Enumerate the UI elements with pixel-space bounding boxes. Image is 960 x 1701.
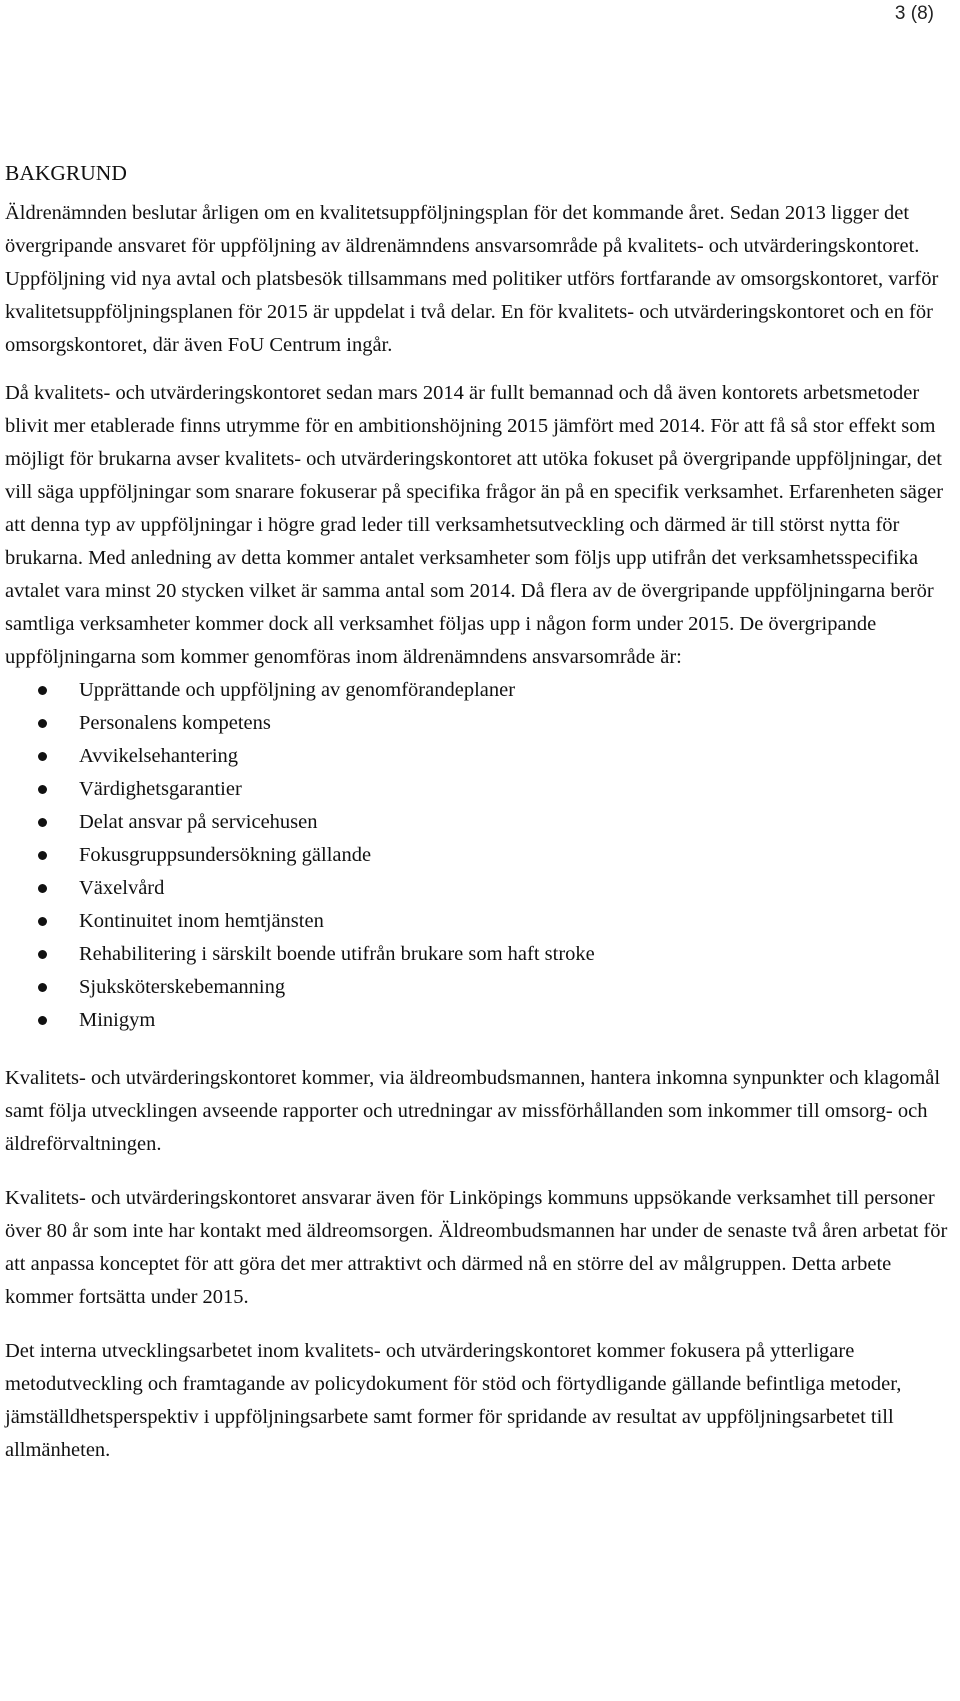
- list-item: Personalens kompetens: [5, 707, 957, 740]
- bullet-icon: [38, 950, 47, 959]
- list-item: Växelvård: [5, 872, 957, 905]
- bullet-icon: [38, 686, 47, 695]
- paragraph-internal-development: Det interna utvecklingsarbetet inom kvalitets- och utvärderingskontoret kommer fokusera på ytterligare metodutveckling och framtagande av policydokument för stöd och förtydligande gällande befintliga metoder, jämställdhetsperspektiv i uppföljningsarbete samt former för spridande av resultat av uppföljningsarbetet till allmänheten.: [5, 1340, 902, 1461]
- list-item: Rehabilitering i särskilt boende utifrån brukare som haft stroke: [5, 938, 957, 971]
- list-item: Delat ansvar på servicehusen: [5, 806, 957, 839]
- bullet-icon: [38, 983, 47, 992]
- paragraph-ambition: Då kvalitets- och utvärderingskontoret sedan mars 2014 är fullt bemannad och då även kontorets arbetsmetoder blivit mer etablerade finns utrymme för en ambitionshöjning 2015 jämfört med 2014. För att få så stor effekt som möjligt för brukarna avser kvalitets- och utvärderingskontoret att utöka fokuset på övergripande uppföljningar, det vill säga uppföljningar som snarare fokuserar på specifika frågor än på en specifik verksamhet. Erfarenheten säger att denna typ av uppföljningar i högre grad leder till verksamhetsutveckling och därmed är till störst nytta för brukarna. Med anledning av detta kommer antalet verksamheter som följs upp utifrån det verksamhetsspecifika avtalet vara minst 20 stycken vilket är samma antal som 2014. Då flera av de övergripande uppföljningarna berör samtliga verksamheter kommer dock all verksamhet följas upp i någon form under 2015. De övergripande uppföljningarna som kommer genomföras inom äldrenämndens ansvarsområde är:: [5, 382, 944, 668]
- bullet-icon: [38, 1016, 47, 1025]
- list-item: Kontinuitet inom hemtjänsten: [5, 905, 957, 938]
- bullet-icon: [38, 884, 47, 893]
- paragraph-complaints: Kvalitets- och utvärderingskontoret kommer, via äldreombudsmannen, hantera inkomna synpunkter och klagomål samt följa utvecklingen avseende rapporter och utredningar av missförhållanden som inkommer till omsorg- och äldreförvaltningen.: [5, 1067, 941, 1155]
- list-item: Sjuksköterskebemanning: [5, 971, 957, 1004]
- list-item: Avvikelsehantering: [5, 740, 957, 773]
- followup-list: [5, 674, 957, 1037]
- document-body: [5, 157, 957, 1467]
- list-item: Värdighetsgarantier: [5, 773, 957, 806]
- list-item: Upprättande och uppföljning av genomförandeplaner: [5, 674, 957, 707]
- list-item: Fokusgruppsundersökning gällande: [5, 839, 957, 872]
- bullet-icon: [38, 851, 47, 860]
- list-item: Minigym: [5, 1004, 957, 1037]
- bullet-icon: [38, 917, 47, 926]
- bullet-icon: [38, 785, 47, 794]
- bullet-icon: [38, 818, 47, 827]
- section-heading: BAKGRUND: [5, 161, 127, 185]
- paragraph-outreach: Kvalitets- och utvärderingskontoret ansvarar även för Linköpings kommuns uppsökande verksamhet till personer över 80 år som inte har kontakt med äldreomsorgen. Äldreombudsmannen har under de senaste två åren arbetat för att anpassa konceptet för att göra det mer attraktivt och därmed nå en större del av målgruppen. Detta arbete kommer fortsätta under 2015.: [5, 1187, 948, 1308]
- bullet-icon: [38, 719, 47, 728]
- page-number: 3 (8): [894, 3, 934, 24]
- bullet-icon: [38, 752, 47, 761]
- paragraph-intro: Äldrenämnden beslutar årligen om en kvalitetsuppföljningsplan för det kommande året. Sedan 2013 ligger det övergripande ansvaret för uppföljning av äldrenämndens ansvarsområde på kvalitets- och utvärderingskontoret. Uppföljning vid nya avtal och platsbesök tillsammans med politiker utförs fortfarande av omsorgskontoret, varför kvalitetsuppföljningsplanen för 2015 är uppdelat i två delar. En för kvalitets- och utvärderingskontoret och en för omsorgskontoret, där även FoU Centrum ingår.: [5, 202, 939, 356]
